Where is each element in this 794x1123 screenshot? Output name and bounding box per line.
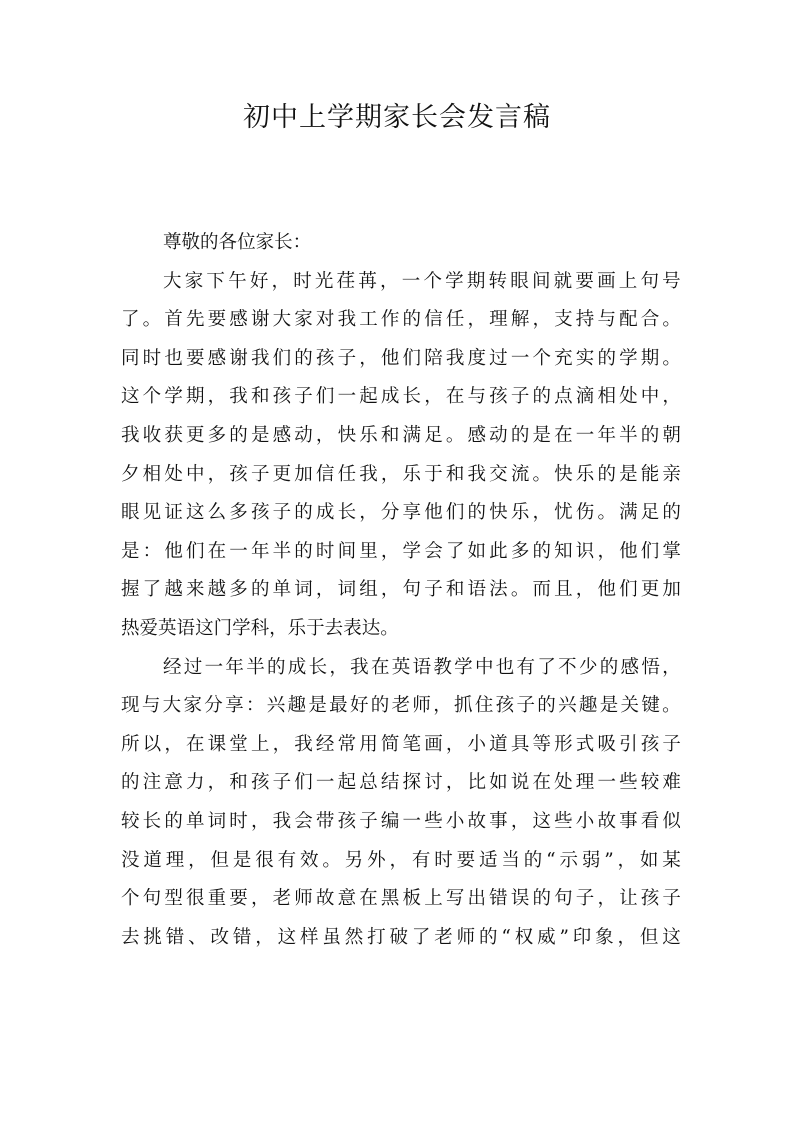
body-line: 了 。 首 先 要 感 谢 大 家 对 我 工 作 的 信 任 ， 理 解 ， 支 持 与 配 合 。 [121,309,681,331]
body-line: 现 与 大 家 分 享 ： 兴 趣 是 最 好 的 老 师 ， 抓 住 孩 子 的 兴 趣 是 关 键 。 [121,695,681,717]
body-line: 的 注 意 力 ， 和 孩 子 们 一 起 总 结 探 讨 ， 比 如 说 在 处 理 一 些 较 难 [121,772,681,794]
body-line: 眼 见 证 这 么 多 孩 子 的 成 长 ， 分 享 他 们 的 快 乐 ， 忧 伤 。 满 足 的 [121,502,681,524]
body-line: 热 爱 英 语 这 门 学 科 ， 乐 于 去 表 达 。 [121,617,399,639]
body-line: 个 句 型 很 重 要 ， 老 师 故 意 在 黑 板 上 写 出 错 误 的 句 子 ， 让 孩 子 [121,888,681,910]
document-title: 初中上学期家长会发言稿 [243,102,551,133]
body-line: 夕 相 处 中 ， 孩 子 更 加 信 任 我 ， 乐 于 和 我 交 流 。 快 乐 的 是 能 亲 [121,463,681,485]
body-line: 较 长 的 单 词 时 ， 我 会 带 孩 子 编 一 些 小 故 事 ， 这 些 小 故 事 看 似 [121,810,681,832]
body-line: 同 时 也 要 感 谢 我 们 的 孩 子 ， 他 们 陪 我 度 过 一 个 充 实 的 学 期 。 [121,347,681,369]
body-line: 大 家 下 午 好 ， 时 光 荏 苒 ， 一 个 学 期 转 眼 间 就 要 画 上 句 号 [163,270,681,292]
body-line: 这 个 学 期 ， 我 和 孩 子 们 一 起 成 长 ， 在 与 孩 子 的 点 滴 相 处 中 ， [121,386,681,408]
body-line: 我 收 获 更 多 的 是 感 动 ， 快 乐 和 满 足 。 感 动 的 是 在 一 年 半 的 朝 [121,424,681,446]
body-line: 是 ： 他 们 在 一 年 半 的 时 间 里 ， 学 会 了 如 此 多 的 知 识 ， 他 们 掌 [121,540,681,562]
document-body [121,224,681,957]
body-line: 所 以 ， 在 课 堂 上 ， 我 经 常 用 简 笔 画 ， 小 道 具 等 形 式 吸 引 孩 子 [121,733,681,755]
body-line: 去 挑 错 、 改 错 ， 这 样 虽 然 打 破 了 老 师 的 “ 权 威 ” 印 象 ， 但 这 [121,926,681,948]
body-line: 没 道 理 ， 但 是 很 有 效 。 另 外 ， 有 时 要 适 当 的 “ 示 弱 ” ， 如 某 [121,849,681,871]
body-line: 经 过 一 年 半 的 成 长 ， 我 在 英 语 教 学 中 也 有 了 不 少 的 感 悟 ， [163,656,681,678]
body-line: 尊 敬 的 各 位 家 长 ： [163,232,312,253]
body-line: 握 了 越 来 越 多 的 单 词 ， 词 组 ， 句 子 和 语 法 。 而 且 ， 他 们 更 加 [121,579,681,601]
